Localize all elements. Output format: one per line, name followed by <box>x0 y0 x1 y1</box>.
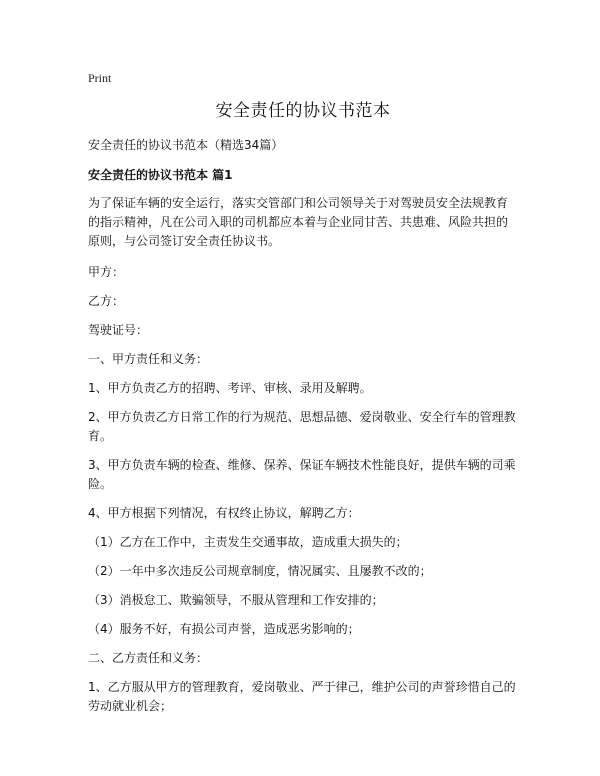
license-number-line: 驾驶证号： <box>88 323 149 337</box>
sub-clause-item: （4）服务不好，有损公司声誉，造成恶劣影响的； <box>88 622 360 636</box>
section-heading: 安全责任的协议书范本 篇1 <box>88 168 233 182</box>
clause-heading-party-a: 一、甲方责任和义务： <box>88 352 209 366</box>
sub-clause-item: （1）乙方在工作中，主责发生交通事故，造成重大损失的； <box>88 535 408 549</box>
party-b-line: 乙方： <box>88 294 125 308</box>
clause-item: 2、甲方负责乙方日常工作的行为规范、思想品德、爱岗敬业、安全行车的管理教育。 <box>88 410 516 443</box>
clause-item: 4、甲方根据下列情况，有权终止协议，解聘乙方： <box>88 506 360 520</box>
document-subtitle: 安全责任的协议书范本（精选34篇） <box>88 138 284 152</box>
document-title: 安全责任的协议书范本 <box>215 101 391 121</box>
clause-heading-party-b: 二、乙方责任和义务： <box>88 651 209 665</box>
clause-item: 1、乙方服从甲方的管理教育，爱岗敬业、严于律己，维护公司的声誉珍惜自己的劳动就业机会； <box>88 680 516 713</box>
sub-clause-item: （3）消极怠工、欺骗领导，不服从管理和工作安排的； <box>88 593 384 607</box>
sub-clause-item: （2）一年中多次违反公司规章制度，情况属实、且屡教不改的； <box>88 564 432 578</box>
intro-paragraph: 为了保证车辆的安全运行，落实交管部门和公司领导关于对驾驶员安全法规教育的指示精神，凡在公司入职的司机都应本着与企业同甘苦、共患难、风险共担的原则，与公司签订安全责任协议书。 <box>88 196 509 248</box>
clause-item: 1、甲方负责乙方的招聘、考评、审核、录用及解聘。 <box>88 381 372 395</box>
party-a-line: 甲方： <box>88 265 125 279</box>
clause-item: 3、甲方负责车辆的检查、维修、保养、保证车辆技术性能良好，提供车辆的司乘险。 <box>88 458 516 491</box>
print-label[interactable]: Print <box>88 71 112 85</box>
